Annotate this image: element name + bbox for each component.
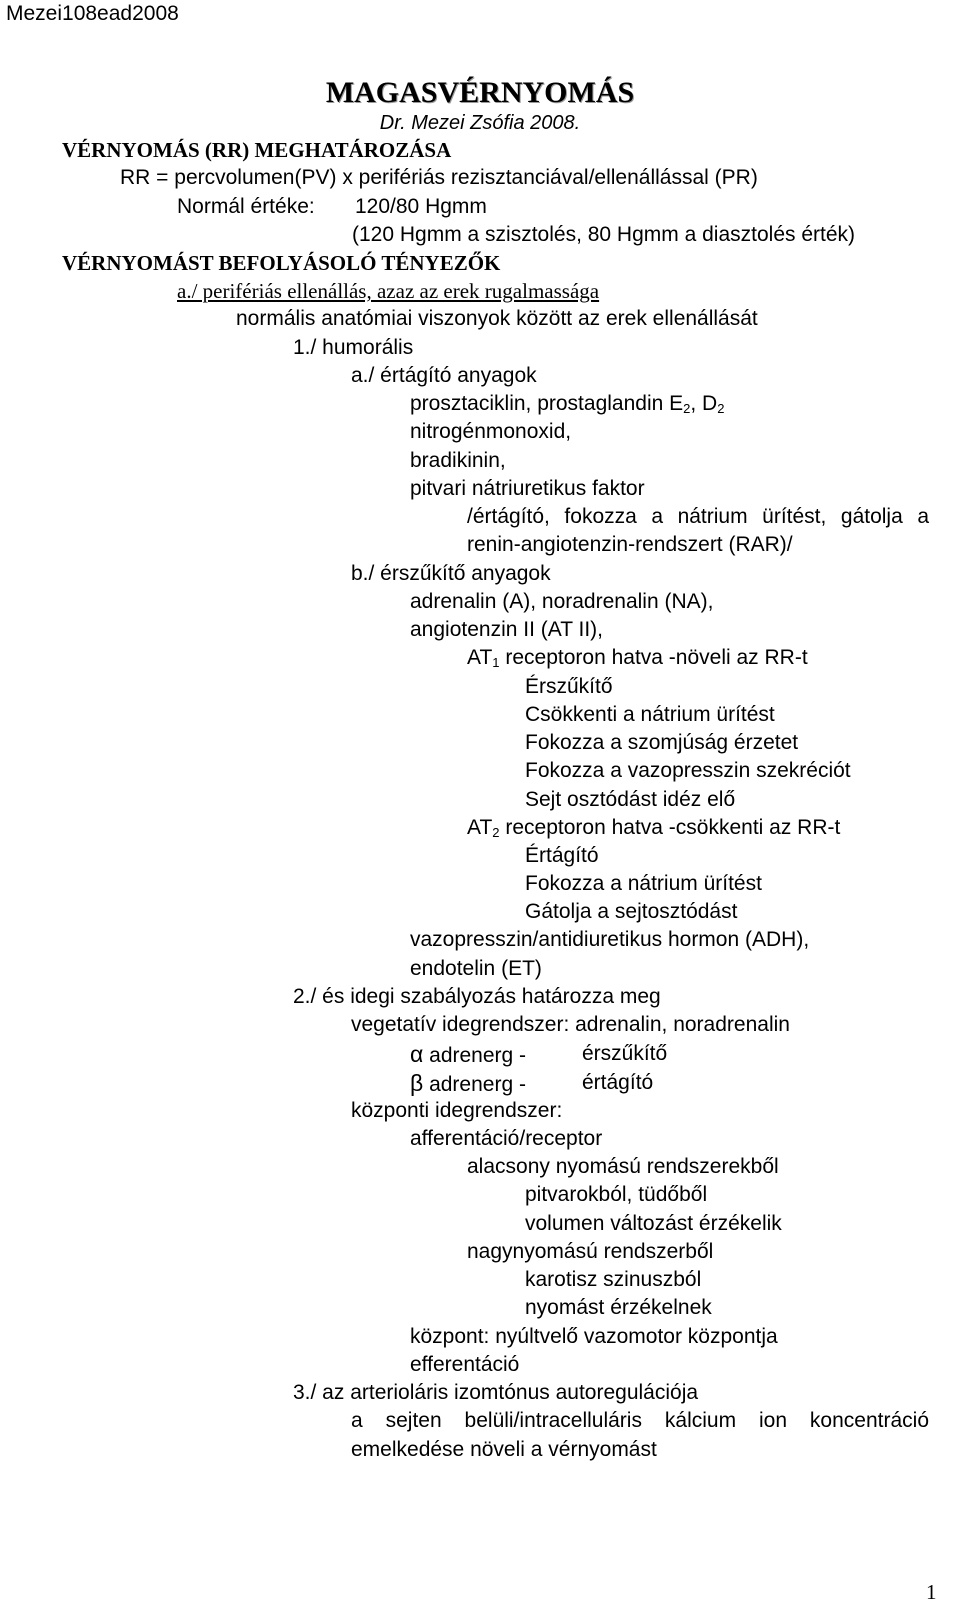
vasoconstrictor-heading: b./ érszűkítő anyagok: [351, 562, 551, 585]
afferent-line: afferentáció/receptor: [410, 1127, 603, 1150]
anp-line: pitvari nátriuretikus faktor: [410, 477, 645, 500]
at2-receptor-line: $AT_2$ receptoron hatva -csökkenti az RR-t: [467, 816, 841, 840]
atria-lung-line: pitvarokból, tüdőből: [525, 1183, 708, 1206]
anp-note-line-2: renin-angiotenzin-rendszert (RAR)/: [467, 533, 793, 556]
normal-value: 120/80 Hgmm: [355, 195, 487, 218]
autoregulation-heading: 3./ az arterioláris izomtónus autoregulációja: [293, 1381, 699, 1404]
volume-change-line: volumen változást érzékelik: [525, 1212, 782, 1235]
anp-note-line-1: /értágító, fokozza a nátrium ürítést, gátolja a: [467, 505, 929, 528]
peripheral-resistance-line: a./ perifériás ellenállás, azaz az erek rugalmassága: [177, 279, 600, 303]
vasomotor-center-line: központ: nyúltvelő vazomotor központja: [410, 1325, 778, 1348]
page-number: 1: [926, 1580, 937, 1604]
nitric-oxide-line: nitrogénmonoxid,: [410, 420, 572, 443]
vegetative-line: vegetatív idegrendszer: adrenalin, noradrenalin: [351, 1013, 790, 1036]
bradykinin-line: bradikinin,: [410, 449, 506, 472]
adh-line: vazopresszin/antidiuretikus hormon (ADH),: [410, 928, 810, 951]
prostaglandin-line: prosztaciklin, prostaglandin $E_2$, $D_2$: [410, 392, 725, 416]
humoral-heading: 1./ humorális: [293, 336, 414, 359]
section-heading-factors: VÉRNYOMÁST BEFOLYÁSOLÓ TÉNYEZŐK: [62, 251, 501, 275]
at1-effect: Fokozza a szomjúság érzetet: [525, 731, 799, 754]
pressure-sense-line: nyomást érzékelnek: [525, 1296, 712, 1319]
alpha-effect: érszűkítő: [582, 1042, 668, 1065]
efferent-line: efferentáció: [410, 1353, 520, 1376]
at2-effect: Fokozza a nátrium ürítést: [525, 872, 762, 895]
central-nervous-line: központi idegrendszer:: [351, 1099, 563, 1122]
alpha-adrenergic-line: α adrenerg -: [410, 1041, 527, 1067]
author-line: Dr. Mezei Zsófia 2008.: [379, 112, 581, 134]
document-header: Mezei108ead2008: [6, 2, 179, 25]
section-heading-definition: VÉRNYOMÁS (RR) MEGHATÁROZÁSA: [62, 138, 452, 162]
calcium-line-2: emelkedése növeli a vérnyomást: [351, 1438, 657, 1461]
low-pressure-line: alacsony nyomású rendszerekből: [467, 1155, 779, 1178]
normal-value-label: Normál értéke:: [177, 195, 315, 218]
document-title: MAGASVÉRNYOMÁS: [325, 76, 635, 109]
high-pressure-line: nagynyomású rendszerből: [467, 1240, 714, 1263]
at1-effect: Érszűkítő: [525, 675, 613, 698]
peripheral-resistance-subline: normális anatómiai viszonyok között az erek ellenállását: [236, 307, 758, 330]
at1-effect: Csökkenti a nátrium ürítést: [525, 703, 775, 726]
carotid-line: karotisz szinuszból: [525, 1268, 702, 1291]
at1-effect: Sejt osztódást idéz elő: [525, 788, 736, 811]
calcium-line-1: a sejten belüli/intracelluláris kálcium ion koncentráció: [351, 1409, 929, 1432]
at1-effect: Fokozza a vazopresszin szekréciót: [525, 759, 851, 782]
at1-receptor-line: $AT_1$ receptoron hatva -növeli az RR-t: [467, 646, 808, 670]
adrenalin-line: adrenalin (A), noradrenalin (NA),: [410, 590, 714, 613]
angiotensin-line: angiotenzin II (AT II),: [410, 618, 603, 641]
beta-adrenergic-line: β adrenerg -: [410, 1070, 526, 1096]
at2-effect: Értágító: [525, 844, 599, 867]
beta-effect: értágító: [582, 1071, 654, 1094]
at2-effect: Gátolja a sejtosztódást: [525, 900, 738, 923]
neural-heading: 2./ és idegi szabályozás határozza meg: [293, 985, 661, 1008]
endothelin-line: endotelin (ET): [410, 957, 542, 980]
normal-value-note: (120 Hgmm a szisztolés, 80 Hgmm a diasztolés érték): [352, 223, 856, 246]
vasodilator-heading: a./ értágító anyagok: [351, 364, 537, 387]
formula-line: RR = percvolumen(PV) x perifériás rezisztanciával/ellenállással (PR): [120, 166, 758, 189]
